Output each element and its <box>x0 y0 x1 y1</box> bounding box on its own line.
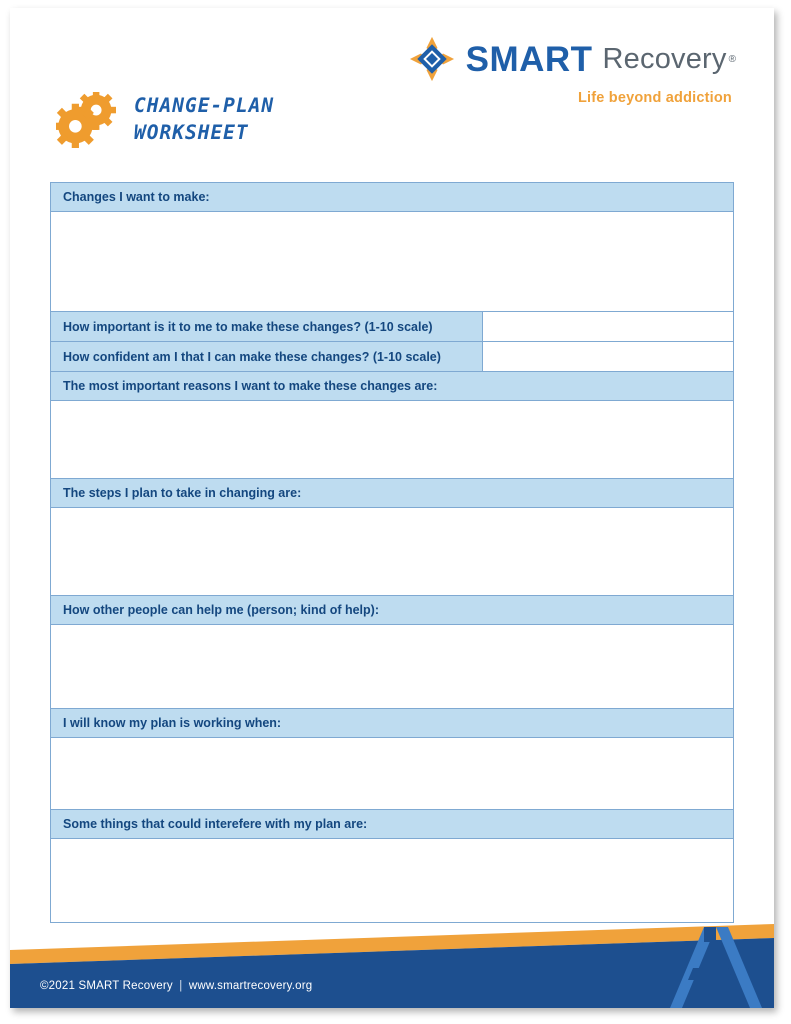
footer-band-graphic <box>10 908 774 1008</box>
field-steps-to-take-input[interactable] <box>51 508 733 596</box>
field-steps-to-take-header <box>51 479 733 508</box>
field-label: Changes I want to make: <box>51 183 733 212</box>
field-label-scale: (1-10 scale) <box>372 350 441 364</box>
field-importance-rating-input[interactable] <box>483 312 733 341</box>
field-changes-i-want-to-make-header <box>51 183 733 212</box>
footer-website-link[interactable]: www.smartrecovery.org <box>188 980 313 992</box>
field-important-reasons-header <box>51 372 733 401</box>
field-label <box>51 312 483 341</box>
registered-trademark-mark: ® <box>728 53 736 65</box>
field-label <box>51 342 483 371</box>
field-importance-rating <box>51 312 733 342</box>
footer-credit <box>40 980 312 992</box>
field-how-others-can-help-header <box>51 596 733 625</box>
field-label: How other people can help me (person; kind of help): <box>51 596 733 625</box>
field-plan-working-when-input[interactable] <box>51 738 733 810</box>
field-how-others-can-help-input[interactable] <box>51 625 733 709</box>
page-title-line-2: WORKSHEET <box>134 121 249 144</box>
field-important-reasons-input[interactable] <box>51 401 733 479</box>
page-title <box>134 92 274 146</box>
field-interference-header <box>51 810 733 839</box>
footer-separator: | <box>179 980 183 992</box>
field-label-text: How important is it to me to make these changes? <box>63 320 361 334</box>
worksheet-document <box>10 8 774 1008</box>
brand-name-recovery: Recovery <box>602 42 727 75</box>
field-label: I will know my plan is working when: <box>51 709 733 738</box>
page-title-line-1: CHANGE-PLAN <box>134 94 275 117</box>
footer-copyright: ©2021 SMART Recovery <box>40 980 173 992</box>
smart-recovery-star-icon <box>409 36 455 82</box>
document-footer <box>10 908 774 1008</box>
brand-logo <box>406 36 736 116</box>
field-label-scale: (1-10 scale) <box>364 320 433 334</box>
field-changes-i-want-to-make-input[interactable] <box>51 212 733 312</box>
field-label: Some things that could interefere with my plan are: <box>51 810 733 839</box>
gears-icon <box>56 92 120 148</box>
field-label-text: How confident am I that I can make these changes? <box>63 350 370 364</box>
brand-name-smart: SMART <box>465 39 593 79</box>
field-label: The most important reasons I want to make these changes are: <box>51 372 733 401</box>
worksheet-title-block <box>56 90 386 170</box>
brand-tagline: Life beyond addiction <box>577 90 732 106</box>
field-plan-working-when-header <box>51 709 733 738</box>
change-plan-form <box>50 182 734 923</box>
field-confidence-rating-input[interactable] <box>483 342 733 371</box>
field-confidence-rating <box>51 342 733 372</box>
brand-wordmark-row <box>406 36 736 82</box>
field-label: The steps I plan to take in changing are: <box>51 479 733 508</box>
